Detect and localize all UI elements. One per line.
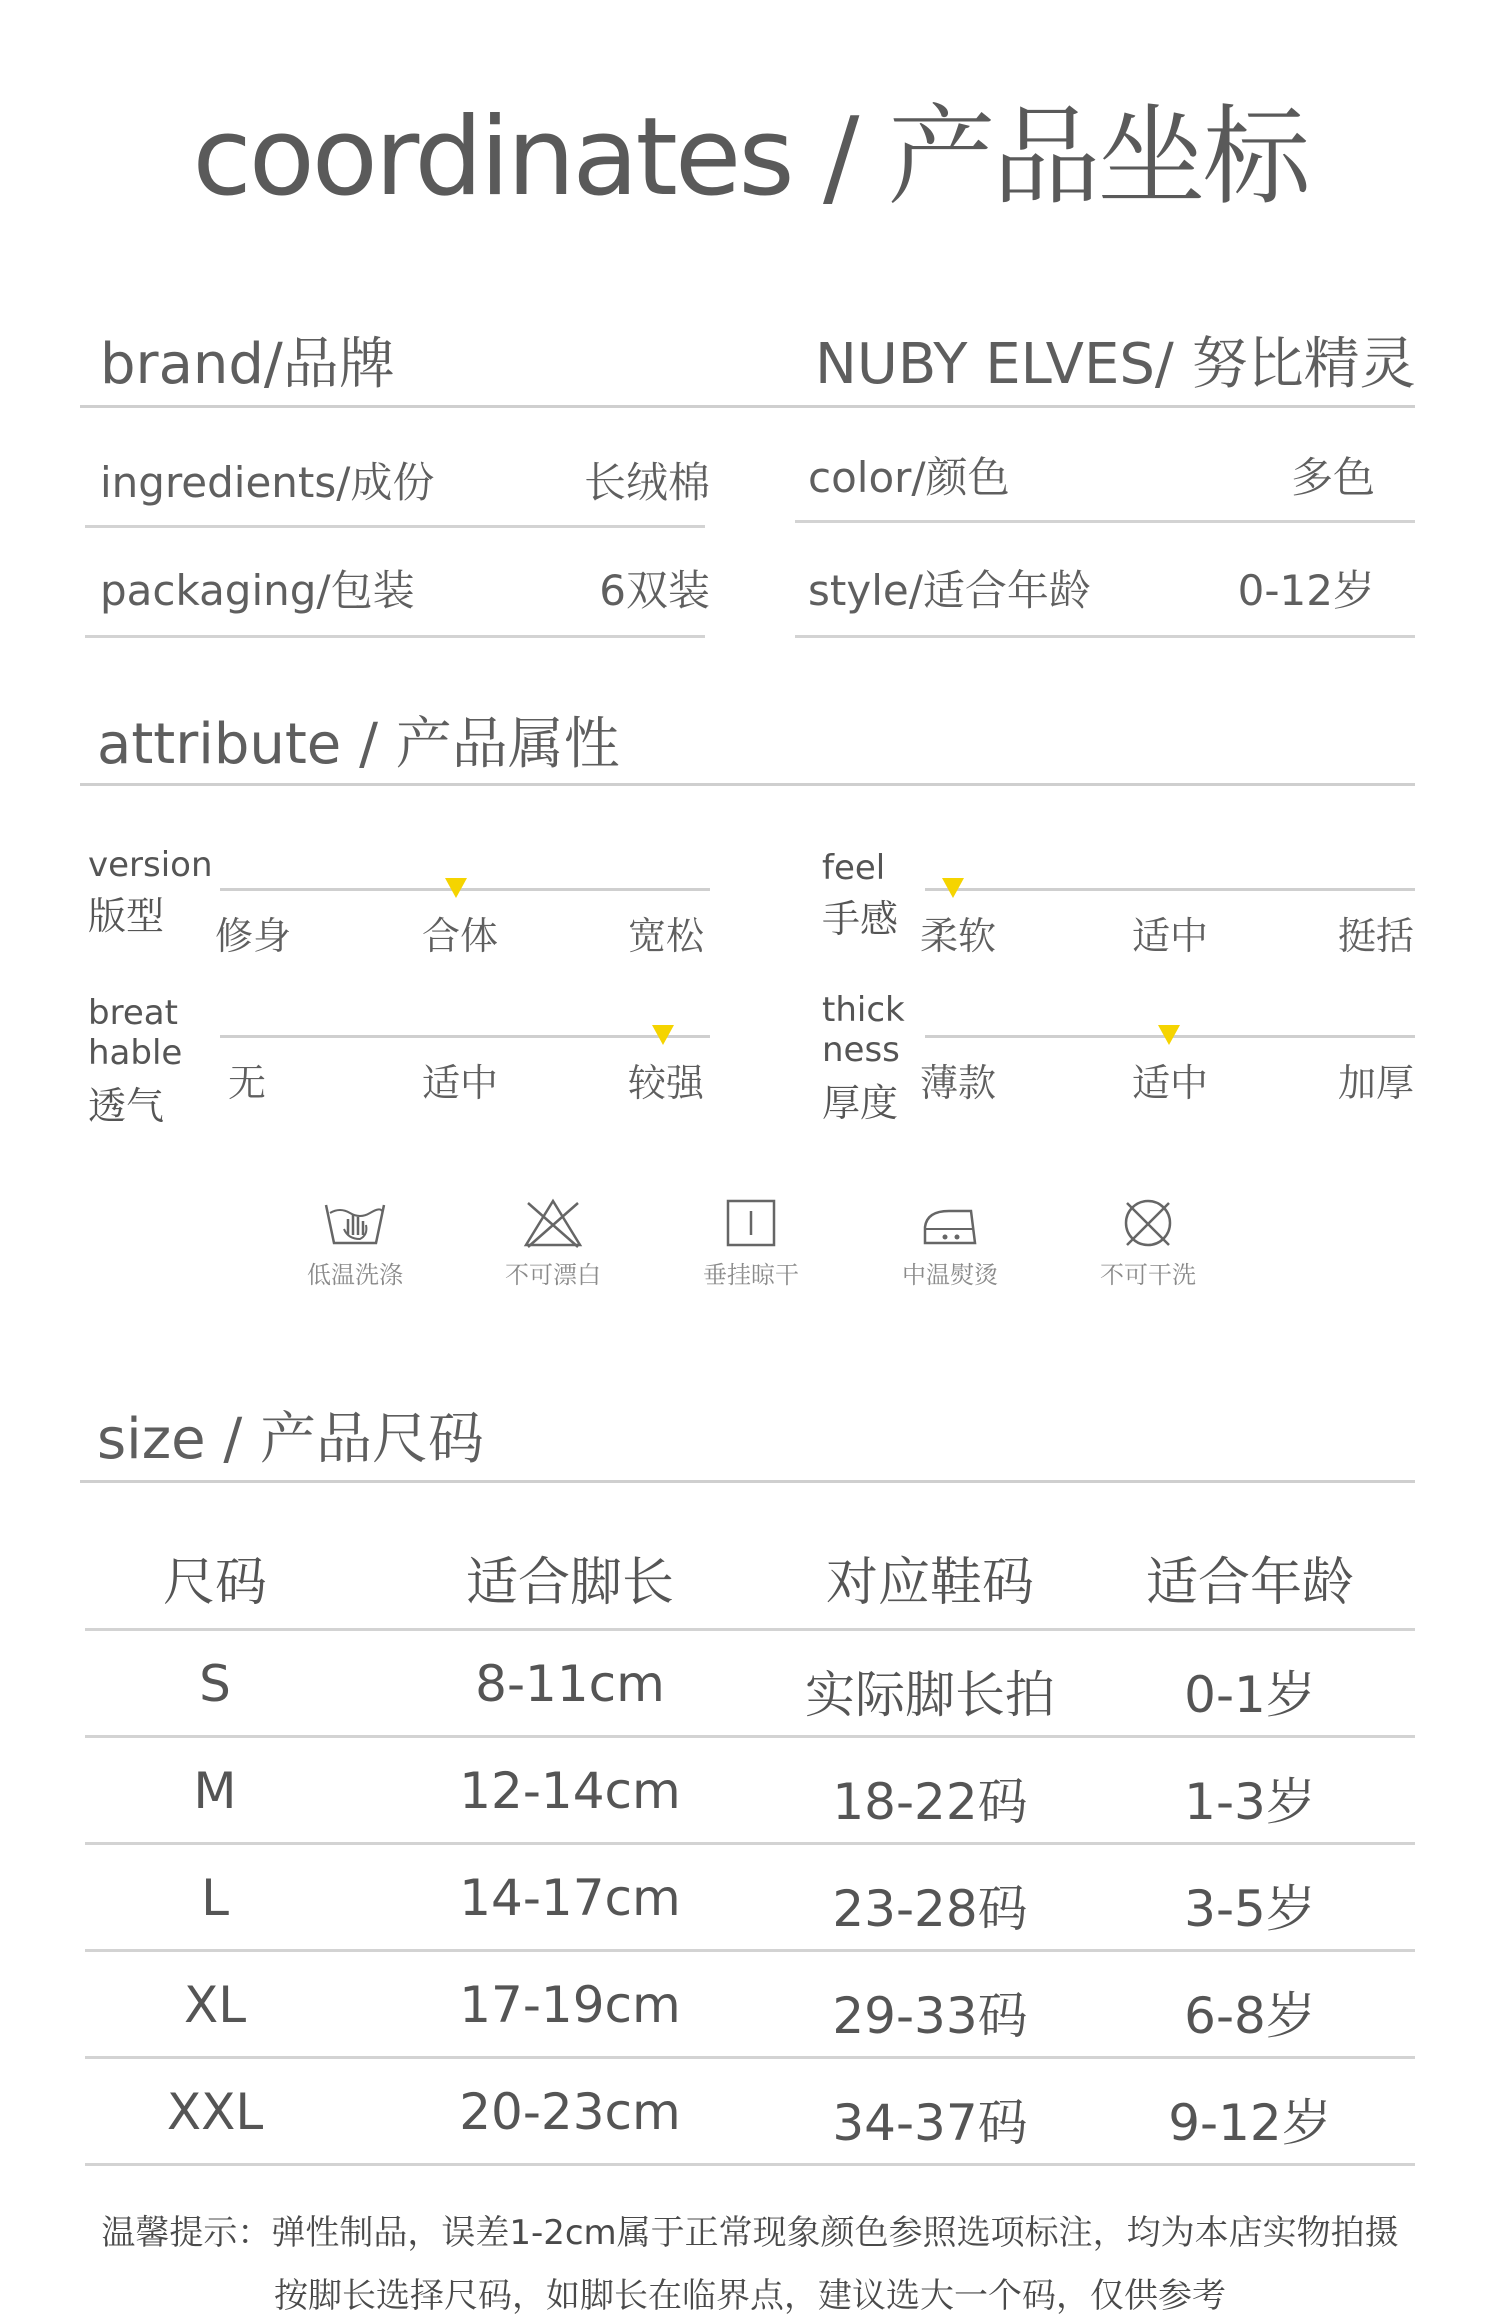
table-cell: 9-12岁 xyxy=(1168,2094,1332,2152)
table-cell: XL xyxy=(183,1976,247,2034)
no-bleach-icon xyxy=(518,1195,588,1251)
note-line-2: 按脚长选择尺码，如脚长在临界点，建议选大一个码，仅供参考 xyxy=(274,2276,1226,2316)
version-tick: 宽松 xyxy=(628,914,705,958)
table-cell: 17-19cm xyxy=(459,1976,681,2034)
table-cell: XXL xyxy=(166,2083,264,2141)
version-cn: 版型 xyxy=(88,894,165,938)
table-divider xyxy=(85,1735,1415,1738)
table-cell: 12-14cm xyxy=(459,1762,681,1820)
version-tick: 合体 xyxy=(422,914,499,958)
care-label: 不可干洗 xyxy=(1100,1261,1196,1289)
breathable-scale xyxy=(220,1035,710,1038)
care-label: 低温洗涤 xyxy=(307,1261,403,1289)
attribute-divider xyxy=(80,783,1415,786)
size-title: size / 产品尺码 xyxy=(97,1407,485,1472)
thickness-tick: 薄款 xyxy=(920,1061,997,1105)
ingredients-label: ingredients/成份 xyxy=(100,458,435,507)
table-row xyxy=(0,1976,1500,2045)
feel-en: feel xyxy=(822,848,886,888)
care-no-dry-clean xyxy=(1073,1195,1223,1290)
version-marker xyxy=(445,878,467,898)
page-title: coordinates / 产品坐标 xyxy=(192,95,1308,220)
feel-cn: 手感 xyxy=(822,897,899,941)
breathable-en: breat xyxy=(88,993,178,1033)
table-cell: 34-37码 xyxy=(832,2094,1028,2152)
table-divider xyxy=(85,1628,1415,1631)
table-row xyxy=(0,1655,1500,1724)
table-cell: S xyxy=(199,1655,231,1713)
thickness-en: ness xyxy=(822,1030,900,1070)
thickness-marker xyxy=(1158,1025,1180,1045)
table-cell: 实际脚长拍 xyxy=(805,1666,1055,1724)
table-cell: 14-17cm xyxy=(459,1869,681,1927)
thickness-tick: 适中 xyxy=(1132,1061,1209,1105)
table-cell: 20-23cm xyxy=(459,2083,681,2141)
version-tick: 修身 xyxy=(215,914,292,958)
medium-iron-icon xyxy=(915,1195,985,1251)
care-no-bleach xyxy=(478,1195,628,1290)
info-divider xyxy=(85,635,705,638)
table-divider xyxy=(85,2056,1415,2059)
info-divider xyxy=(795,635,1415,638)
color-label: color/颜色 xyxy=(808,453,1010,502)
attribute-title: attribute / 产品属性 xyxy=(97,712,620,777)
table-row xyxy=(0,1869,1500,1938)
brand-divider xyxy=(80,405,1415,408)
table-header-age: 适合年龄 xyxy=(1145,1553,1354,1613)
thickness-tick: 加厚 xyxy=(1338,1061,1415,1105)
feel-tick: 挺括 xyxy=(1338,914,1415,958)
table-divider xyxy=(85,2163,1415,2166)
size-divider xyxy=(80,1480,1415,1483)
version-en: version xyxy=(88,845,213,885)
care-low-temp-wash xyxy=(280,1195,430,1290)
breathable-tick: 较强 xyxy=(628,1061,705,1105)
feel-tick: 柔软 xyxy=(920,914,997,958)
table-cell: 8-11cm xyxy=(475,1655,665,1713)
table-cell: 29-33码 xyxy=(832,1987,1028,2045)
table-header-shoe-size: 对应鞋码 xyxy=(825,1553,1034,1613)
feel-tick: 适中 xyxy=(1132,914,1209,958)
table-cell: 23-28码 xyxy=(832,1880,1028,1938)
care-label: 垂挂晾干 xyxy=(703,1261,799,1289)
table-header-foot-length: 适合脚长 xyxy=(465,1553,674,1613)
care-medium-iron xyxy=(875,1195,1025,1290)
breathable-cn: 透气 xyxy=(88,1084,165,1128)
packaging-label: packaging/包装 xyxy=(100,566,415,615)
info-divider xyxy=(85,525,705,528)
breathable-tick: 适中 xyxy=(422,1061,499,1105)
table-cell: 18-22码 xyxy=(832,1773,1028,1831)
thickness-en: thick xyxy=(822,990,905,1030)
table-cell: 1-3岁 xyxy=(1184,1773,1316,1831)
breathable-marker xyxy=(652,1025,674,1045)
table-cell: 0-1岁 xyxy=(1184,1666,1316,1724)
ingredients-value: 长绒棉 xyxy=(583,458,710,507)
brand-label: brand/品牌 xyxy=(100,332,395,397)
style-value: 0-12岁 xyxy=(1237,566,1375,615)
style-label: style/适合年龄 xyxy=(808,566,1091,615)
table-cell: M xyxy=(193,1762,237,1820)
feel-marker xyxy=(942,878,964,898)
table-cell: 3-5岁 xyxy=(1184,1880,1316,1938)
breathable-en: hable xyxy=(88,1033,183,1073)
info-divider xyxy=(795,520,1415,523)
care-hang-dry xyxy=(676,1195,826,1290)
feel-scale xyxy=(925,888,1415,891)
hang-dry-icon xyxy=(716,1195,786,1251)
thickness-cn: 厚度 xyxy=(822,1081,899,1125)
breathable-tick: 无 xyxy=(228,1061,267,1105)
color-value: 多色 xyxy=(1290,453,1375,502)
care-label: 不可漂白 xyxy=(505,1261,601,1289)
table-divider xyxy=(85,1842,1415,1845)
brand-value: NUBY ELVES/ 努比精灵 xyxy=(815,332,1416,397)
table-cell: L xyxy=(201,1869,229,1927)
table-row xyxy=(0,2083,1500,2152)
table-cell: 6-8岁 xyxy=(1184,1987,1316,2045)
table-header-size: 尺码 xyxy=(162,1553,267,1613)
no-dry-clean-icon xyxy=(1113,1195,1183,1251)
table-row xyxy=(0,1762,1500,1831)
care-label: 中温熨烫 xyxy=(902,1261,998,1289)
low-temp-wash-icon xyxy=(320,1195,390,1251)
note-line-1: 温馨提示：弹性制品，误差1-2cm属于正常现象颜色参照选项标注，均为本店实物拍摄 xyxy=(101,2213,1399,2253)
table-divider xyxy=(85,1949,1415,1952)
packaging-value: 6双装 xyxy=(599,566,710,615)
